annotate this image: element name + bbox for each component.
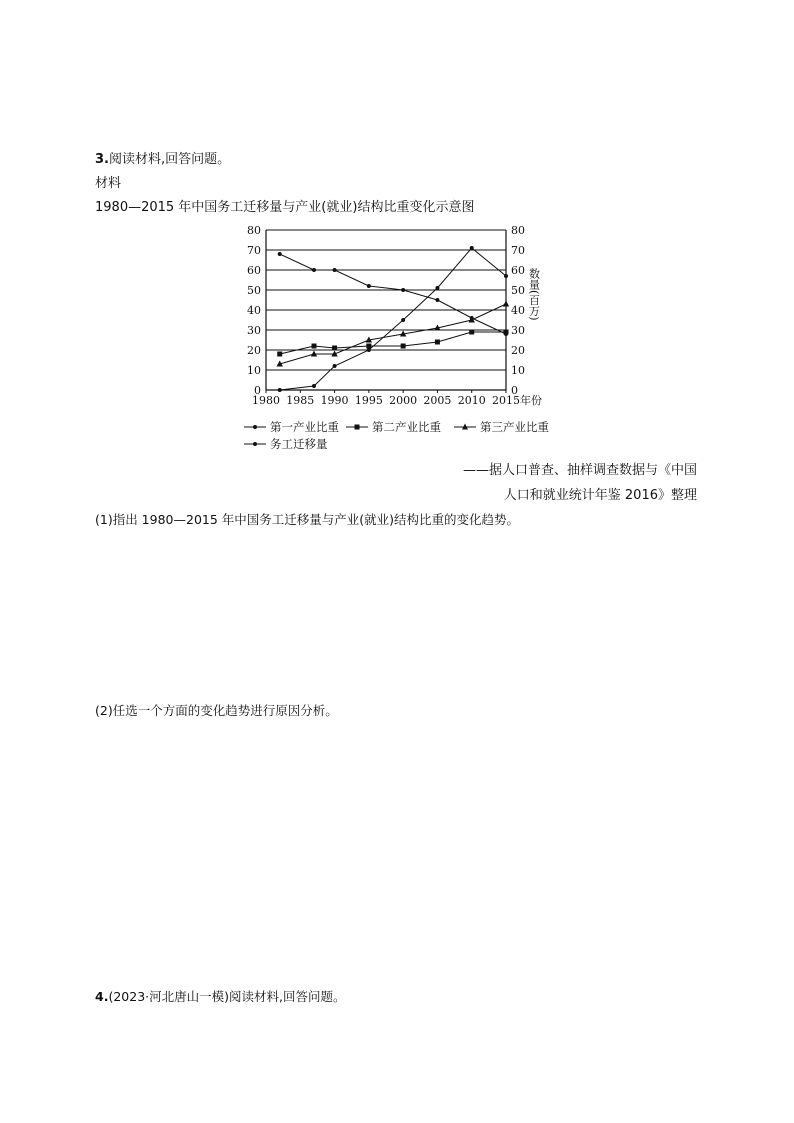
legend-item-primary: [244, 419, 339, 435]
data-point-dot: [312, 268, 316, 272]
data-point-dot: [504, 274, 508, 278]
x-tick-label: 1980: [252, 394, 280, 407]
legend-square-marker-icon: [346, 422, 368, 432]
x-tick-label: 1995: [354, 394, 383, 407]
y-tick-label-left: 20: [247, 344, 261, 357]
x-tick-label: 2000: [389, 394, 418, 407]
legend-item-tertiary: [454, 419, 549, 435]
data-point-dot: [435, 298, 439, 302]
line-chart: [236, 220, 556, 420]
data-point-dot: [333, 268, 337, 272]
question-4-header: [95, 987, 345, 1005]
chart-title: 1980—2015 年中国务工迁移量与产业(就业)结构比重变化示意图: [95, 200, 475, 215]
data-point-dot: [278, 388, 282, 392]
question-3-number: 3.: [95, 152, 109, 167]
y-tick-label-left: 50: [247, 284, 261, 297]
legend-label: 务工迁移量: [270, 437, 328, 451]
x-tick-label: 2010: [457, 394, 486, 407]
y-tick-label-left: 40: [247, 304, 261, 317]
y-tick-label-right: 20: [511, 344, 525, 357]
y-tick-label-left: 30: [247, 324, 261, 337]
y-tick-label-left: 80: [247, 224, 261, 237]
y-axis-label-right: 数量(百万): [527, 268, 541, 321]
data-point-dot: [278, 252, 282, 256]
data-point-dot: [401, 288, 405, 292]
y-tick-label-left: 60: [247, 264, 261, 277]
source-line-2: 人口和就业统计年鉴 2016》整理: [503, 488, 697, 503]
y-tick-label-right: 30: [511, 324, 525, 337]
question-4-text: (2023·河北唐山一模)阅读材料,回答问题。: [108, 989, 346, 1004]
data-point-square: [332, 346, 337, 351]
x-tick-label: 2005: [423, 394, 452, 407]
y-tick-label-right: 10: [511, 364, 525, 377]
legend-item-migration: [244, 436, 328, 452]
x-tick-label: 2015: [492, 394, 520, 407]
legend-label: 第三产业比重: [480, 420, 549, 434]
data-point-triangle: [503, 301, 509, 307]
x-tick-label: 1990: [320, 394, 349, 407]
legend-item-secondary: [346, 419, 441, 435]
y-tick-label-right: 60: [511, 264, 525, 277]
y-tick-label-right: 40: [511, 304, 525, 317]
legend-triangle-marker-icon: [454, 422, 476, 432]
sub-question-2: (2)任选一个方面的变化趋势进行原因分析。: [95, 703, 338, 718]
y-tick-label-left: 0: [254, 384, 261, 397]
x-axis-label: 年份: [520, 394, 542, 407]
y-tick-label-right: 50: [511, 284, 525, 297]
data-point-square: [401, 344, 406, 349]
y-tick-label-right: 0: [511, 384, 518, 397]
data-point-square: [435, 340, 440, 345]
legend-dot-marker-icon: [244, 422, 266, 432]
data-point-square: [504, 330, 509, 335]
legend-label: 第一产业比重: [270, 420, 339, 434]
material-label: 材料: [95, 176, 122, 191]
source-line-1: ——据人口普查、抽样调查数据与《中国: [462, 463, 697, 478]
y-tick-label-left: 10: [247, 364, 261, 377]
data-point-square: [312, 344, 317, 349]
x-tick-label: 1985: [286, 394, 315, 407]
question-3-prompt: 阅读材料,回答问题。: [108, 152, 231, 167]
data-point-dot: [401, 318, 405, 322]
data-point-dot: [367, 284, 371, 288]
y-tick-label-right: 80: [511, 224, 525, 237]
data-point-dot: [312, 384, 316, 388]
legend-label: 第二产业比重: [372, 420, 441, 434]
y-tick-label-left: 70: [247, 244, 261, 257]
legend-dot-marker-icon: [244, 439, 266, 449]
data-point-square: [366, 344, 371, 349]
data-point-dot: [367, 348, 371, 352]
y-tick-label-right: 70: [511, 244, 525, 257]
question-3-header: [95, 148, 230, 167]
question-4-number: 4.: [95, 989, 109, 1004]
data-point-dot: [470, 246, 474, 250]
data-point-square: [277, 352, 282, 357]
data-point-dot: [435, 286, 439, 290]
data-point-dot: [333, 364, 337, 368]
sub-question-1: (1)指出 1980—2015 年中国务工迁移量与产业(就业)结构比重的变化趋势。: [95, 512, 520, 527]
data-point-square: [469, 330, 474, 335]
